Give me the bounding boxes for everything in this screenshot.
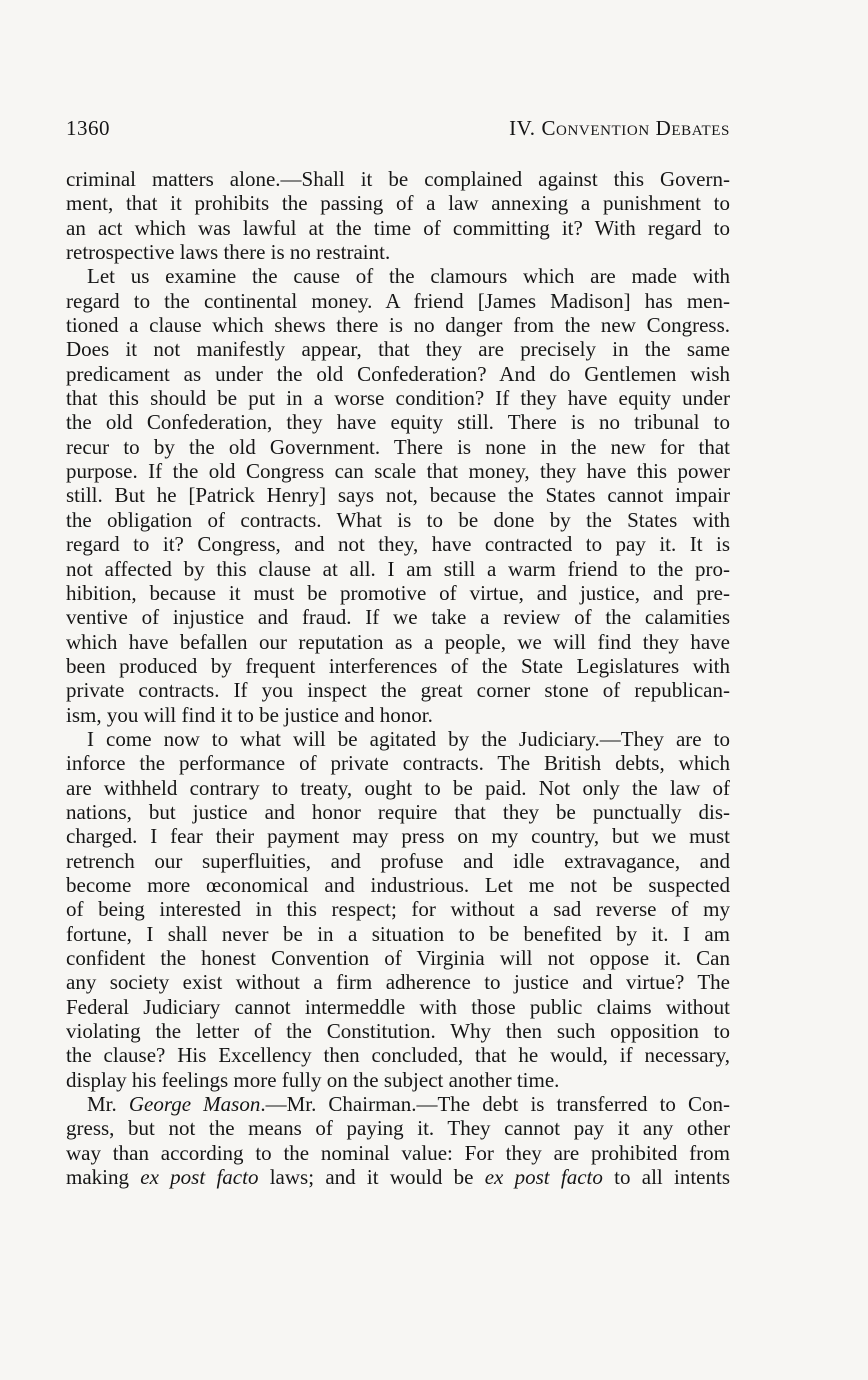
text-segment: private contracts. If you inspect the great corner stone of republican- <box>66 678 730 703</box>
text-line <box>66 776 730 800</box>
text-segment: laws; and it would be <box>258 1165 485 1190</box>
page-number: 1360 <box>66 116 110 140</box>
text-segment: are withheld contrary to treaty, ought to be paid. Not only the law of <box>66 775 730 800</box>
text-segment: ism, you will find it to be justice and honor. <box>66 702 433 727</box>
italic-text: ex post facto <box>484 1165 603 1190</box>
text-segment: still. But he [Patrick Henry] says not, because the States cannot impair <box>66 483 730 508</box>
text-segment: the obligation of contracts. What is to be done by the States with <box>66 507 730 532</box>
text-line <box>66 824 730 848</box>
text-line <box>66 1116 730 1140</box>
text-segment: I come now to what will be agitated by the Judiciary.—They are to <box>87 726 730 751</box>
text-segment: regard to the continental money. A friend [James Madison] has men- <box>66 288 730 313</box>
text-segment: been produced by frequent interferences of the State Legislatures with <box>66 653 730 678</box>
text-segment: charged. I fear their payment may press on my country, but we must <box>66 824 730 849</box>
text-segment: of being interested in this respect; for without a sad reverse of my <box>66 897 730 922</box>
text-line <box>66 1165 730 1189</box>
text-line <box>66 922 730 946</box>
text-line <box>66 897 730 921</box>
text-segment: display his feelings more fully on the subject another time. <box>66 1067 560 1092</box>
text-line <box>66 970 730 994</box>
text-segment: tioned a clause which shews there is no danger from the new Congress. <box>66 313 730 338</box>
text-segment: violating the letter of the Constitution. Why then such opposition to <box>66 1019 730 1044</box>
text-segment: .—Mr. Chairman.—The debt is transferred to Con- <box>260 1092 731 1117</box>
text-segment: nations, but justice and honor require that they be punctually dis- <box>66 799 730 824</box>
text-line <box>66 654 730 678</box>
text-line <box>66 240 730 264</box>
text-segment: making <box>66 1165 141 1190</box>
text-line <box>66 946 730 970</box>
text-line <box>66 1092 730 1116</box>
text-line <box>66 630 730 654</box>
text-line <box>66 557 730 581</box>
text-line <box>66 337 730 361</box>
text-segment: that this should be put in a worse condition? If they have equity under <box>66 386 730 411</box>
text-segment: criminal matters alone.—Shall it be complained against this Govern- <box>66 167 730 191</box>
italic-text: ex post facto <box>140 1165 259 1190</box>
text-segment: purpose. If the old Congress can scale that money, they have this power <box>66 459 730 484</box>
text-line <box>66 289 730 313</box>
italic-text: George Mason <box>128 1092 261 1117</box>
text-line <box>66 1068 730 1092</box>
text-line <box>66 1019 730 1043</box>
text-line <box>66 459 730 483</box>
text-segment: way than according to the nominal value: For they are prohibited from <box>66 1140 730 1165</box>
text-segment: fortune, I shall never be in a situation to be benefited by it. I am <box>66 921 730 946</box>
text-line <box>66 849 730 873</box>
text-line <box>66 410 730 434</box>
text-line <box>66 532 730 556</box>
text-segment: Let us examine the cause of the clamours which are made with <box>87 264 730 289</box>
text-segment: Does it not manifestly appear, that they are precisely in the same <box>66 337 730 362</box>
text-line <box>66 873 730 897</box>
text-segment: the clause? His Excellency then concluded, that he would, if necessary, <box>66 1043 730 1068</box>
text-line <box>66 703 730 727</box>
text-segment: ment, that it prohibits the passing of a law annexing a punishment to <box>66 191 730 216</box>
text-line <box>66 362 730 386</box>
text-line <box>66 435 730 459</box>
text-segment: an act which was lawful at the time of committing it? With regard to <box>66 215 730 240</box>
text-line <box>66 191 730 215</box>
text-segment: Mr. <box>87 1092 129 1117</box>
text-line <box>66 1043 730 1067</box>
text-line <box>66 800 730 824</box>
text-segment: predicament as under the old Confederation? And do Gentlemen wish <box>66 361 730 386</box>
text-segment: recur to by the old Government. There is none in the new for that <box>66 434 730 459</box>
text-segment: become more œconomical and industrious. Let me not be suspected <box>66 872 730 897</box>
text-line <box>66 581 730 605</box>
text-line <box>66 1141 730 1165</box>
text-segment: gress, but not the means of paying it. They cannot pay it any other <box>66 1116 730 1141</box>
text-segment: hibition, because it must be promotive of virtue, and justice, and pre- <box>66 580 730 605</box>
text-segment: which have befallen our reputation as a people, we will find they have <box>66 629 730 654</box>
text-line <box>66 727 730 751</box>
text-line <box>66 167 730 191</box>
text-line <box>66 386 730 410</box>
text-line <box>66 313 730 337</box>
text-line <box>66 508 730 532</box>
page-header <box>66 116 730 146</box>
text-line <box>66 678 730 702</box>
text-line <box>66 605 730 629</box>
text-segment: not affected by this clause at all. I am still a warm friend to the pro- <box>66 556 730 581</box>
text-segment: ventive of injustice and fraud. If we take a review of the calamities <box>66 605 730 630</box>
text-segment: Federal Judiciary cannot intermeddle with those public claims without <box>66 994 730 1019</box>
text-line <box>66 264 730 288</box>
text-line <box>66 751 730 775</box>
body-text <box>66 167 730 1189</box>
running-head: IV. Convention Debates <box>509 116 730 140</box>
text-segment: the old Confederation, they have equity still. There is no tribunal to <box>66 410 730 435</box>
text-segment: retrench our superfluities, and profuse and idle extravagance, and <box>66 848 730 873</box>
text-segment: any society exist without a firm adherence to justice and virtue? The <box>66 970 730 995</box>
text-segment: inforce the performance of private contracts. The British debts, which <box>66 751 730 776</box>
text-line <box>66 483 730 507</box>
text-segment: to all intents <box>602 1165 731 1190</box>
text-segment: regard to it? Congress, and not they, have contracted to pay it. It is <box>66 532 730 557</box>
text-line <box>66 995 730 1019</box>
text-segment: confident the honest Convention of Virginia will not oppose it. Can <box>66 946 730 970</box>
text-segment: retrospective laws there is no restraint. <box>66 240 391 265</box>
text-line <box>66 216 730 240</box>
